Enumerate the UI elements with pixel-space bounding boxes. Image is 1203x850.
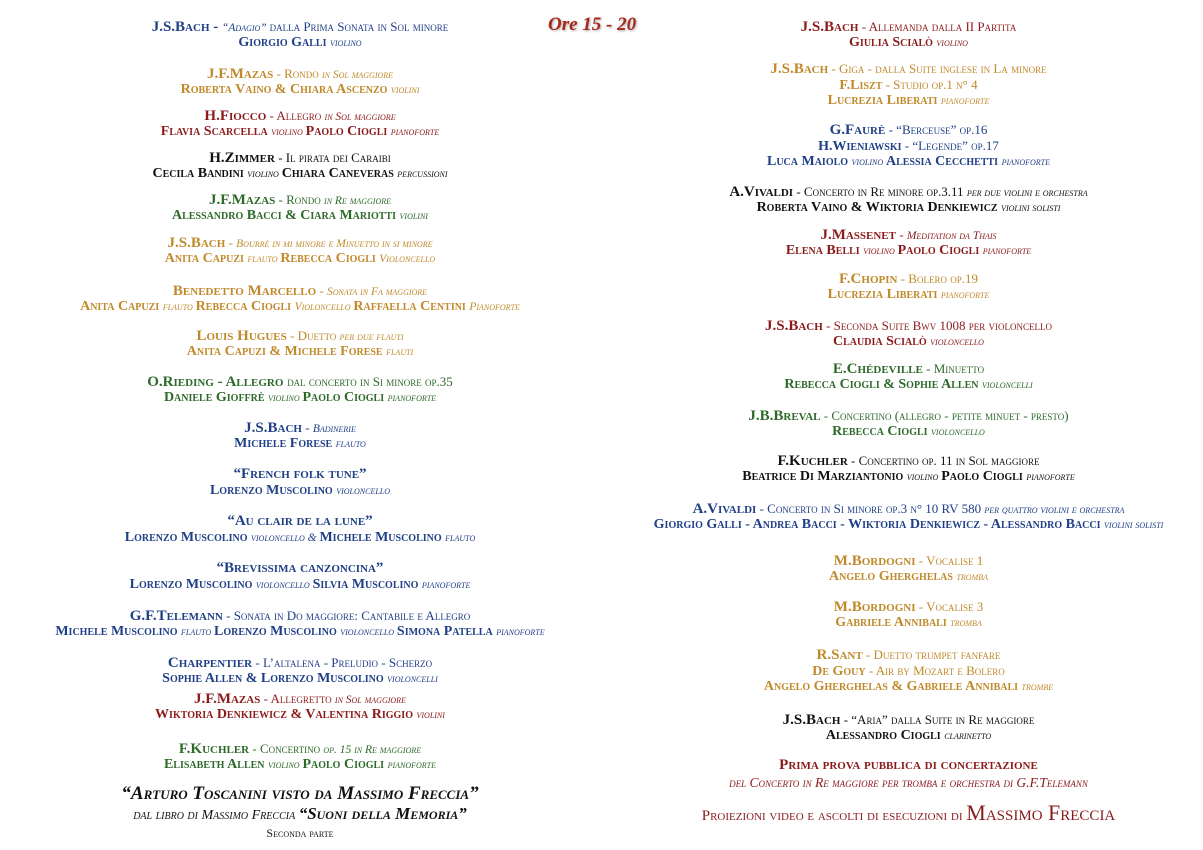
name-text: Rebecca Ciogli: [280, 251, 380, 266]
name-text: Giorgio Galli - Andrea Bacci - Wiktoria Denkiewicz - Alessandro Bacci: [653, 517, 1105, 532]
concertazione-detail: del Concerto in Re maggiore per tromba e orchestra di G.F.Telemann: [729, 775, 1088, 790]
detail-text: - Sonata in Do maggiore: Cantabile e Allegro: [222, 608, 471, 623]
piece-line-2: [614, 34, 1203, 52]
name-text: F.Kuchler: [777, 453, 848, 469]
instrument-text: in Sol maggiore: [324, 111, 396, 123]
name-text: Lorenzo Muscolino: [214, 624, 341, 639]
name-text: Paolo Ciogli: [305, 124, 391, 139]
name-text: Wiktoria Denkiewicz & Valentina Riggio: [155, 707, 417, 722]
instrument-text: per quattro violini e orchestra: [984, 504, 1125, 516]
name-text: Anita Capuzi: [80, 299, 163, 314]
detail-text: - Rondo: [275, 192, 325, 207]
freccia-name: Massimo Freccia: [966, 800, 1116, 825]
name-text: Paolo Ciogli: [941, 469, 1027, 484]
detail-text: - Rondo: [273, 66, 322, 81]
name-text: J.S.Bach: [167, 235, 226, 251]
name-text: “French folk tune”: [233, 466, 367, 482]
piece-title-line: [0, 513, 600, 530]
detail-text: - Allegro: [266, 108, 325, 123]
piece-line-2: [0, 165, 600, 183]
name-text: Angelo Gherghelas: [828, 569, 957, 584]
book-title: “Suoni della Memoria”: [298, 804, 467, 823]
name-text: J.B.Breval: [748, 408, 821, 424]
name-text: Alessia Cecchetti: [885, 154, 1002, 169]
name-text: Lucrezia Liberati: [827, 93, 941, 108]
instrument-text: Sonata in Fa maggiore: [327, 286, 428, 298]
instrument-text: violino: [906, 471, 942, 483]
instrument-text: violini: [416, 709, 445, 721]
instrument-text: pianoforte: [982, 245, 1032, 257]
instrument-text: violino: [330, 37, 362, 49]
piece-line-3: [614, 678, 1203, 696]
name-text: Alessandro Bacci & Ciara Mariotti: [172, 208, 400, 223]
right-final-block: [614, 757, 1203, 830]
detail-text: - Air by Mozart e Bolero: [865, 663, 1005, 678]
name-text: “Au clair de la lune”: [227, 513, 373, 529]
piece-line-2: [0, 389, 600, 407]
name-text: Paolo Ciogli: [302, 390, 388, 405]
detail-text: dalla Prima Sonata in Sol minore: [269, 19, 449, 34]
name-text: Roberta Vaino & Chiara Ascenzo: [180, 82, 391, 97]
name-text: Michele Muscolino: [55, 624, 182, 639]
name-text: H.Wieniawski: [818, 139, 902, 154]
instrument-text: tromba: [950, 617, 982, 629]
instrument-text: flauto: [162, 301, 196, 313]
name-text: Claudia Scialò: [833, 334, 931, 349]
piece-line-2: [614, 199, 1203, 217]
piece-line-2: [614, 286, 1203, 304]
detail-text: - Giga - dalla Suite inglese in La minore: [828, 61, 1047, 76]
piece-line-3: [614, 153, 1203, 171]
piece-line-2: [0, 123, 600, 141]
instrument-text: violoncello: [930, 336, 984, 348]
instrument-text: violoncello &: [250, 532, 320, 544]
projections-line: [614, 799, 1203, 830]
piece-line-2: [0, 81, 600, 99]
name-text: J.S.Bach: [765, 318, 823, 334]
instrument-text: percussioni: [397, 168, 448, 180]
instrument-text: Meditation da Thais: [906, 230, 997, 242]
instrument-text: clarinetto: [944, 730, 992, 742]
instrument-text: op. 15 in Re maggiore: [323, 744, 422, 756]
detail-text: - Seconda Suite Bwv 1008 per violoncello: [822, 318, 1052, 333]
name-text: M.Bordogni: [833, 599, 916, 615]
name-text: Michele Forese: [234, 436, 336, 451]
name-text: Lorenzo Muscolino: [124, 530, 251, 545]
name-text: Giorgio Galli: [238, 35, 330, 50]
detail-text: - Il pirata dei Caraibi: [274, 150, 391, 165]
name-text: G.Faurè: [829, 122, 886, 138]
instrument-text: violoncello: [340, 626, 397, 638]
piece-line-2: [614, 614, 1203, 632]
name-text: Lorenzo Muscolino: [129, 577, 256, 592]
name-text: J.F.Mazas: [208, 192, 276, 208]
instrument-text: violoncelli: [981, 379, 1033, 391]
name-text: Anita Capuzi: [164, 251, 248, 266]
instrument-text: flauto: [335, 438, 366, 450]
name-text: A.Vivaldi: [692, 501, 757, 517]
piece-line-2: [614, 333, 1203, 351]
detail-text: - Concertino: [249, 741, 324, 756]
name-text: Luca Maiolo: [766, 154, 852, 169]
name-text: J.S.Bach: [782, 712, 841, 728]
instrument-text: trombe: [1021, 681, 1054, 693]
detail-text: - Concerto in Re minore op.3.11: [793, 184, 967, 199]
name-text: Paolo Ciogli: [897, 243, 983, 258]
detail-text: - Vocalise 3: [915, 599, 984, 614]
time-range-heading: Ore 15 - 20: [548, 14, 637, 35]
piece-line-2: [0, 343, 600, 361]
detail-text: -: [316, 283, 328, 298]
name-text: Giulia Scialò: [849, 35, 937, 50]
book-source-line: [0, 805, 600, 825]
instrument-text: violoncello: [931, 426, 985, 438]
name-text: Elena Belli: [785, 243, 864, 258]
piece-line-3: [614, 92, 1203, 110]
detail-text: - Vocalise 1: [915, 553, 984, 568]
name-text: R.Sant: [816, 647, 863, 663]
instrument-text: violino: [863, 245, 898, 257]
toscanini-title: “Arturo Toscanini visto da Massimo Freccia”: [121, 783, 479, 804]
instrument-text: violoncelli: [387, 673, 438, 685]
detail-text: - “Aria” dalla Suite in Re maggiore: [840, 712, 1035, 727]
instrument-text: “Adagio”: [222, 22, 270, 34]
detail-text: dal concerto in Si minore op.35: [287, 374, 453, 389]
piece-line-2: [0, 623, 600, 641]
detail-text: - Concertino (allegro - petite minuet - presto): [820, 408, 1069, 423]
projections-prefix: Proiezioni video e ascolti di esecuzioni di: [701, 808, 967, 824]
name-text: Charpentier: [167, 655, 253, 671]
name-text: H.Fiocco: [204, 108, 267, 124]
name-text: Rebecca Ciogli: [832, 424, 932, 439]
name-text: Flavia Scarcella: [160, 124, 272, 139]
instrument-text: violoncello: [255, 579, 313, 591]
name-text: Daniele Gioffrè: [163, 390, 269, 405]
detail-text: -: [895, 227, 907, 242]
detail-text: - Bolero op.19: [897, 271, 978, 286]
instrument-text: violino: [268, 392, 303, 404]
piece-line-2: [0, 576, 600, 594]
instrument-text: flauti: [386, 346, 414, 358]
instrument-text: flauto: [247, 253, 281, 265]
instrument-text: violoncello: [336, 485, 391, 497]
detail-text: - Allemanda dalla II Partita: [858, 19, 1017, 34]
name-text: “Brevissima canzoncina”: [216, 560, 384, 576]
name-text: Roberta Vaino & Wiktoria Denkiewicz: [756, 200, 1002, 215]
piece-line-2: [0, 756, 600, 774]
name-text: Michele Muscolino: [319, 530, 446, 545]
piece-line-2: [0, 298, 600, 316]
name-text: De Gouy: [812, 664, 866, 679]
name-text: O.Rieding - Allegro: [147, 374, 288, 390]
instrument-text: pianoforte: [1026, 471, 1075, 483]
name-text: Alessandro Ciogli: [825, 728, 945, 743]
instrument-text: violini: [390, 84, 420, 96]
piece-line-2: [0, 482, 600, 500]
piece-line-2: [614, 468, 1203, 486]
name-text: Angelo Gherghelas & Gabriele Annibali: [763, 679, 1022, 694]
instrument-text: pianoforte: [940, 95, 990, 107]
name-text: Cecila Bandini: [152, 166, 248, 181]
piece-line-2: [614, 516, 1203, 534]
piece-line-2: [614, 376, 1203, 394]
left-final-block: [0, 783, 600, 841]
detail-text: - L’altalena - Preludio - Scherzo: [252, 655, 433, 670]
detail-text: -: [225, 235, 237, 250]
name-text: J.S.Bach: [800, 19, 859, 35]
detail-text: - “Berceuse” op.16: [885, 122, 988, 137]
instrument-text: pianoforte: [390, 126, 440, 138]
name-text: Raffaella Centini: [353, 299, 470, 314]
name-text: Lorenzo Muscolino: [209, 483, 337, 498]
detail-text: - Duetto: [286, 328, 340, 343]
instrument-text: violino: [271, 126, 306, 138]
piece-title-line: [0, 466, 600, 483]
name-text: Louis Hugues: [196, 328, 287, 344]
instrument-text: Pianoforte: [469, 301, 520, 313]
instrument-text: in Re maggiore: [324, 195, 392, 207]
name-text: J.S.Bach -: [151, 19, 222, 35]
name-text: Elisabeth Allen: [163, 757, 269, 772]
part-label: Seconda parte: [266, 826, 334, 840]
piece-title-line: [0, 560, 600, 577]
instrument-text: Violoncello: [379, 253, 436, 265]
name-text: F.Chopin: [839, 271, 898, 287]
detail-text: - “Legende” op.17: [901, 138, 999, 153]
name-text: J.Massenet: [820, 227, 896, 243]
name-text: E.Chédeville: [832, 361, 923, 377]
instrument-text: violino: [936, 37, 968, 49]
name-text: J.F.Mazas: [206, 66, 274, 82]
instrument-text: pianoforte: [421, 579, 471, 591]
name-text: Rebecca Ciogli & Sophie Allen: [784, 377, 982, 392]
instrument-text: per due violini e orchestra: [966, 187, 1088, 199]
name-text: F.Liszt: [839, 78, 883, 93]
instrument-text: violino: [851, 156, 886, 168]
piece-line-2: [0, 250, 600, 268]
instrument-text: flauto: [445, 532, 476, 544]
detail-text: - Concertino op. 11 in Sol maggiore: [847, 453, 1040, 468]
name-text: Silvia Muscolino: [312, 577, 422, 592]
name-text: Anita Capuzi & Michele Forese: [186, 344, 387, 359]
name-text: F.Kuchler: [178, 741, 250, 757]
name-text: Chiara Caneveras: [281, 166, 398, 181]
name-text: G.F.Telemann: [129, 608, 223, 624]
instrument-text: tromba: [956, 571, 989, 583]
piece-line-2: [0, 529, 600, 547]
instrument-text: Badinerie: [312, 423, 356, 435]
piece-line-2: [614, 727, 1203, 745]
instrument-text: per due flauti: [339, 331, 404, 343]
instrument-text: Bourrè in mi minore e Minuetto in si minore: [236, 238, 433, 250]
piece-line-2: [614, 423, 1203, 441]
name-text: Rebecca Ciogli: [195, 299, 295, 314]
detail-text: - Minuetto: [922, 361, 985, 376]
piece-line-2: [0, 670, 600, 688]
instrument-text: pianoforte: [387, 392, 437, 404]
name-text: Lucrezia Liberati: [827, 287, 941, 302]
instrument-text: flauto: [181, 626, 214, 638]
name-text: Paolo Ciogli: [302, 757, 388, 772]
detail-text: - Allegretto: [260, 691, 335, 706]
instrument-text: Violoncello: [294, 301, 354, 313]
name-text: M.Bordogni: [833, 553, 916, 569]
instrument-text: in Sol maggiore: [322, 69, 394, 81]
piece-line-2: [0, 207, 600, 225]
piece-line-2: [614, 568, 1203, 586]
instrument-text: violini solisti: [1104, 519, 1164, 531]
name-text: A.Vivaldi: [729, 184, 794, 200]
detail-text: - Concerto in Si minore op.3 n° 10 RV 580: [756, 501, 985, 516]
name-text: J.S.Bach: [770, 61, 829, 77]
detail-text: - Studio op.1 n° 4: [882, 77, 978, 92]
instrument-text: violini solisti: [1001, 202, 1061, 214]
piece-line-2: [0, 34, 600, 52]
instrument-text: pianoforte: [387, 759, 437, 771]
name-text: H.Zimmer: [209, 150, 275, 166]
instrument-text: violino: [247, 168, 282, 180]
piece-line-2: [0, 435, 600, 453]
name-text: Beatrice Di Marziantonio: [742, 469, 907, 484]
instrument-text: pianoforte: [496, 626, 545, 638]
name-text: J.F.Mazas: [194, 691, 261, 707]
name-text: Gabriele Annibali: [835, 615, 951, 630]
book-source-prefix: dal libro di Massimo Freccia: [133, 808, 299, 823]
instrument-text: in Sol maggiore: [334, 694, 406, 706]
concertazione-heading: Prima prova pubblica di concertazione: [779, 757, 1038, 773]
name-text: Sophie Allen & Lorenzo Muscolino: [162, 671, 388, 686]
piece-line-2: [0, 706, 600, 724]
detail-text: - Duetto trumpet fanfare: [862, 647, 1001, 662]
instrument-text: violino: [268, 759, 303, 771]
instrument-text: violini: [399, 210, 428, 222]
name-text: J.S.Bach: [244, 420, 302, 436]
name-text: Benedetto Marcello: [172, 283, 317, 299]
detail-text: -: [301, 420, 313, 435]
instrument-text: pianoforte: [1001, 156, 1051, 168]
piece-line-2: [614, 242, 1203, 260]
name-text: Simona Patella: [396, 624, 497, 639]
instrument-text: pianoforte: [940, 289, 990, 301]
